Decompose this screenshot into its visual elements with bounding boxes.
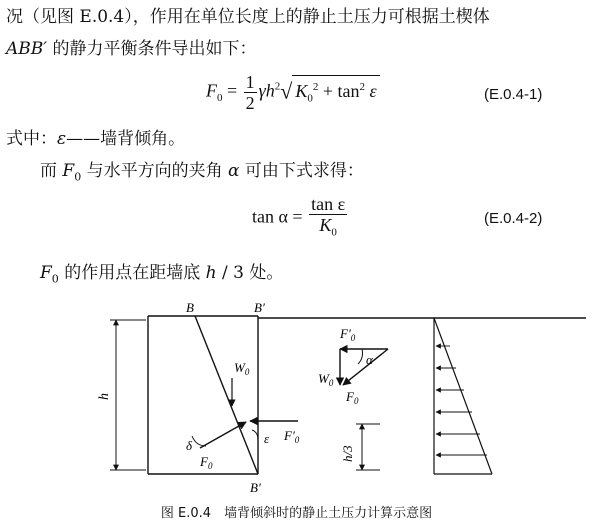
tri-label-alpha: α: [366, 352, 373, 367]
eq1-k-sub: 0: [307, 92, 313, 105]
p3-tail: / 3 处。: [216, 263, 284, 283]
eq1-tan-sup: 2: [359, 80, 365, 93]
alpha-arc: [358, 349, 363, 364]
pressure-diagram: [434, 318, 492, 474]
p2-prefix: 而: [40, 161, 63, 181]
eq1-k: K: [295, 80, 308, 101]
eq1-body: γh: [258, 80, 275, 101]
force-triangle: [340, 349, 388, 385]
where-desc: 墙背倾角。: [100, 129, 186, 149]
epsilon-arc: [252, 430, 258, 440]
delta-arc: [192, 436, 206, 446]
p3-h: h: [205, 263, 217, 283]
wall-back-line: [195, 316, 258, 474]
label-h: h: [97, 393, 112, 400]
label-h3: h/3: [340, 445, 355, 462]
label-w0: $W_0$: [234, 360, 250, 377]
eq2-den-sub: 0: [331, 226, 337, 239]
eq1-lhs: F: [206, 80, 217, 101]
label-f0-prime: $F'_0$: [284, 428, 300, 445]
label-epsilon: ε: [264, 431, 270, 446]
equation-number-1: (E.0.4-1): [484, 86, 543, 103]
eq1-frac-num: 1: [245, 72, 255, 92]
where-symbol: ε: [57, 129, 67, 149]
wall-box: [148, 316, 258, 474]
h-dimension: [110, 320, 146, 470]
h3-dimension: [356, 424, 380, 470]
p2-var-sub: 0: [74, 170, 82, 184]
eq1-k-sup: 2: [312, 80, 319, 93]
figure-caption: 图 E.0.4 墙背倾斜时的静止土压力计算示意图: [160, 506, 433, 521]
f0-arrow: [200, 422, 246, 448]
eq2-lhs: tan α =: [252, 206, 308, 227]
label-b: B: [186, 300, 194, 315]
p2-alpha: α: [228, 161, 240, 181]
label-delta: δ: [186, 438, 193, 453]
label-bprime-top: B′: [254, 300, 265, 315]
p2-suffix: 可由下式求得：: [239, 161, 364, 181]
eq1-plus-tan: + tan: [318, 80, 360, 101]
eq1-eps: ε: [365, 80, 377, 101]
wedge-label: ABB′: [6, 39, 48, 59]
p3-mid: 的作用点在距墙底: [58, 263, 206, 283]
eq1-frac-den: 2: [245, 93, 255, 113]
paragraph-line-2-text: 的静力平衡条件导出如下：: [47, 39, 257, 59]
label-bprime-bottom: B′: [250, 480, 261, 495]
label-f0: $F_0$: [200, 454, 213, 471]
eq1-body-sup: 2: [274, 80, 281, 93]
sqrt-icon: √: [280, 78, 293, 104]
p2-mid: 与水平方向的夹角: [81, 161, 229, 181]
eq1-lhs-sub: 0: [217, 92, 223, 105]
where-prefix: 式中：: [6, 129, 57, 149]
eq2-num: tan ε: [311, 194, 346, 214]
tri-label-f0: $F_0$: [346, 389, 359, 406]
tri-label-f0-prime: $F'_0$: [340, 326, 356, 343]
where-dash: ——: [66, 129, 101, 149]
p3-var-sub: 0: [51, 272, 59, 286]
paragraph-line-1: 况（见图 E.0.4），作用在单位长度上的静止土压力可根据土楔体: [6, 7, 490, 27]
equation-number-2: (E.0.4-2): [484, 210, 543, 227]
eq1-equals: =: [222, 80, 242, 101]
p2-var: F: [62, 161, 75, 181]
eq2-den-k: K: [319, 215, 332, 235]
tri-label-w0: $W_0$: [318, 371, 334, 388]
p3-var: F: [40, 263, 52, 283]
